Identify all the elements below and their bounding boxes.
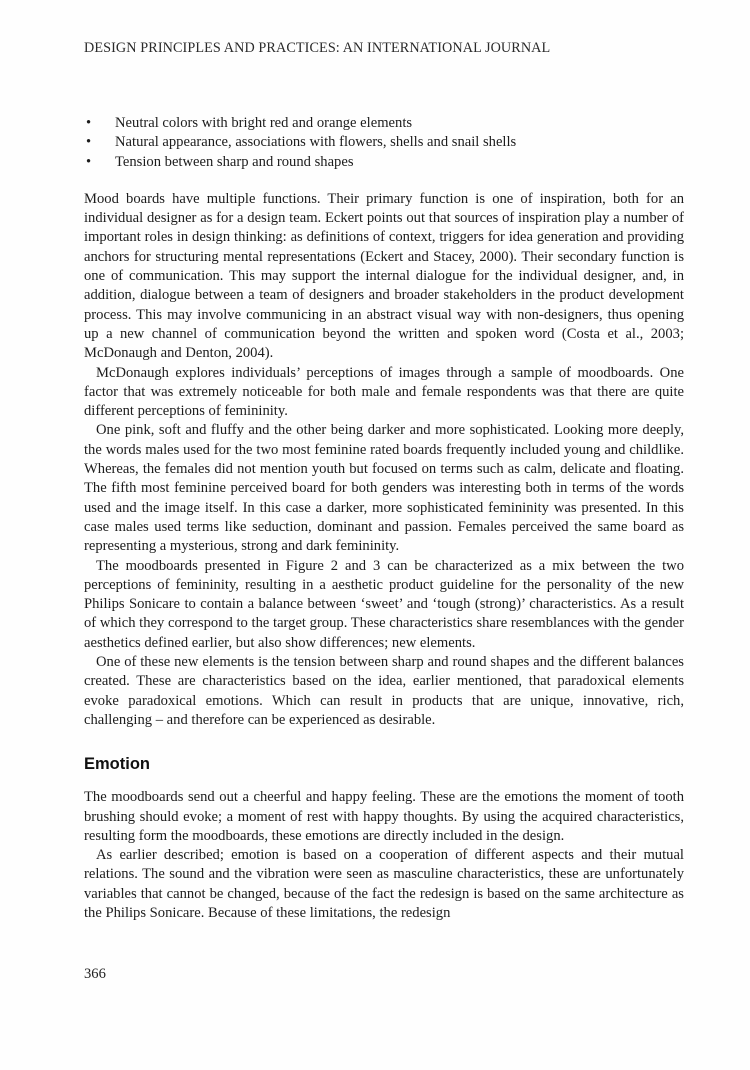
paragraph: The moodboards presented in Figure 2 and 3 can be characterized as a mix between the two perceptions of femininity, resulting in a aesthetic product guideline for the personality of the new Philips Sonicare to contain a balance between ‘sweet’ and ‘tough (strong)’ characteristics. As a result of which they correspond to the target group. These characteristics share resemblances with the gender aesthetics defined earlier, but also show differences; new elements. <box>84 557 684 651</box>
bullet-icon: • <box>86 115 92 131</box>
paragraph: The moodboards send out a cheerful and happy feeling. These are the emotions the moment of tooth brushing should evoke; a moment of rest with happy thoughts. By using the acquired characteristics, resulting form the moodboards, these emotions are directly included in the design. <box>84 789 684 844</box>
bullet-icon: • <box>86 134 92 151</box>
bullet-list <box>84 114 684 172</box>
bullet-item <box>84 153 684 172</box>
bullet-text: Natural appearance, associations with flowers, shells and snail shells <box>115 134 517 151</box>
paragraph: One of these new elements is the tension between sharp and round shapes and the different balances created. These are characteristics based on the idea, earlier mentioned, that paradoxical elements evoke paradoxical emotions. Which can result in products that are unique, innovative, rich, challenging – and therefore can be experienced as desirable. <box>84 654 684 728</box>
bullet-icon: • <box>86 153 92 170</box>
paragraph: One pink, soft and fluffy and the other being darker and more sophisticated. Looking more deeply, the words males used for the two most feminine rated boards frequently included young and childlike. Whereas, the females did not mention youth but focused on terms such as calm, delicate and floating. The fifth most feminine perceived board for both genders was interesting both in terms of the words used and the image itself. In this case a darker, more sophisticated femininity was presented. In this case males used terms like seduction, dominant and passion. Females perceived the same board as representing a mysterious, strong and dark femininity. <box>84 422 684 555</box>
paragraph: Mood boards have multiple functions. Their primary function is one of inspiration, both for an individual designer as for a design team. Eckert points out that sources of inspiration play a number of important roles in design thinking: as definitions of context, triggers for idea generation and providing anchors for structuring mental representations (Eckert and Stacey, 2000). Their secondary function is one of communication. This may support the internal dialogue for the individual designer, and, in addition, dialogue between a team of designers and broader stakeholders in the product development process. This may involve communicing in an abstract visual way with non-designers, thus opening up a new channel of communication beyond the written and spoken word (Costa et al., 2003; McDonaugh and Denton, 2004). <box>84 190 684 362</box>
section-heading: Emotion <box>84 755 150 774</box>
paragraph: As earlier described; emotion is based on a cooperation of different aspects and their mutual relations. The sound and the vibration were seen as masculine characteristics, these are unfortunately variables that cannot be changed, because of the fact the redesign is based on the same architecture as the Philips Sonicare. Because of these limitations, the redesign <box>84 847 684 921</box>
page-number: 366 <box>84 966 106 982</box>
running-header: DESIGN PRINCIPLES AND PRACTICES: AN INTERNATIONAL JOURNAL <box>84 40 551 56</box>
bullet-item <box>84 133 684 152</box>
bullet-text: Tension between sharp and round shapes <box>115 153 354 170</box>
bullet-text: Neutral colors with bright red and orange elements <box>115 115 413 131</box>
bullet-item <box>84 114 684 133</box>
paragraph: McDonaugh explores individuals’ perceptions of images through a sample of moodboards. One factor that was extremely noticeable for both male and female respondents was that there are quite different perceptions of femininity. <box>84 364 684 420</box>
body-text <box>84 114 684 923</box>
